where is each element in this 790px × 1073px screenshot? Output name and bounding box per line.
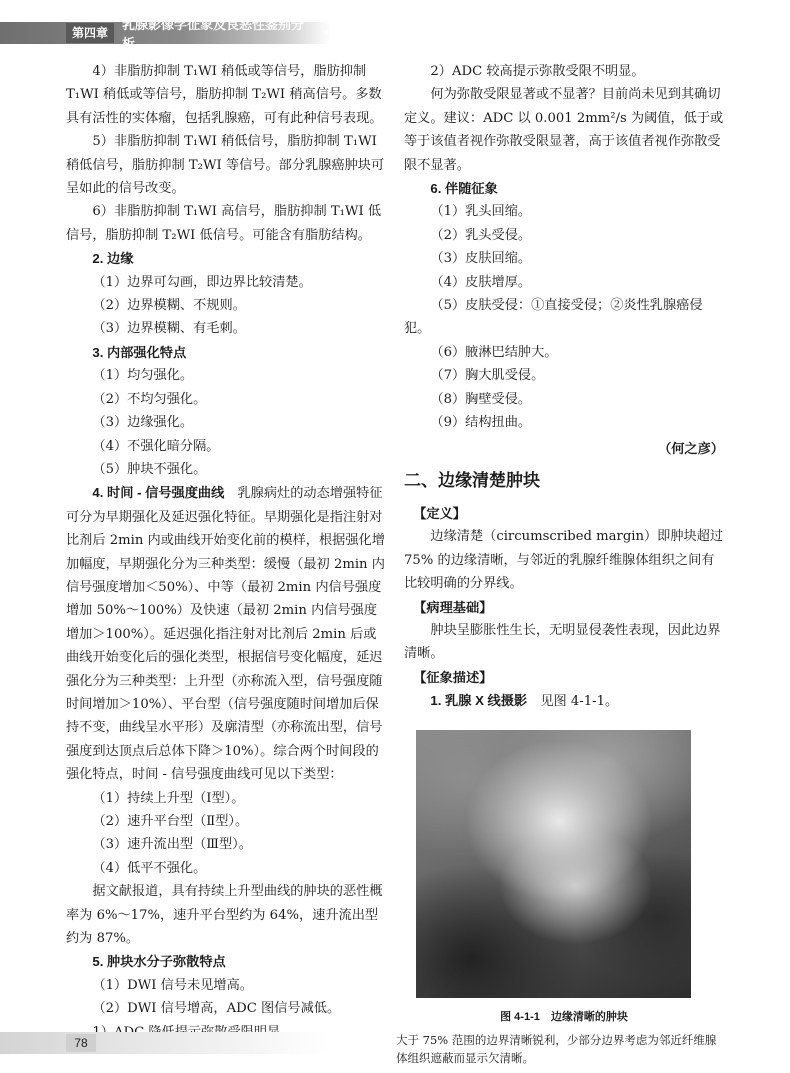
subheading-enhancement: 3. 内部强化特点 — [92, 344, 187, 360]
list-item: （4）低平不强化。 — [92, 860, 207, 876]
definition-text: 边缘清楚（circumscribed margin）即肿块超过 75% 的边缘清晰，与邻近的乳腺纤维腺体组织之间有比较明确的分界线。 — [404, 529, 724, 592]
page-number: 78 — [66, 1034, 96, 1052]
chapter-title: 乳腺影像学征象及良恶性鉴别分析 — [122, 17, 305, 51]
paragraph: 据文献报道，具有持续上升型曲线的肿块的恶性概率为 6%～17%，速升平台型约为 64%，速升流出型约为 87%。 — [66, 884, 383, 947]
list-item: （7）胸大肌受侵。 — [430, 368, 545, 384]
list-item: （1）持续上升型（Ⅰ型）。 — [92, 790, 245, 806]
chapter-header — [0, 17, 330, 51]
list-item: （9）结构扭曲。 — [430, 415, 532, 431]
subheading-accompanying: 6. 伴随征象 — [430, 181, 498, 197]
list-item: （4）不强化暗分隔。 — [92, 438, 220, 454]
mammography-ref: 见图 4-1-1。 — [540, 694, 619, 710]
figure-note: 大于 75% 范围的边界清晰锐利，少部分边界考虑为邻近纤维腺体组织遮蔽而显示欠清晰。 — [396, 1032, 717, 1065]
list-item: （5）皮肤受侵：①直接受侵；②炎性乳腺癌侵犯。 — [404, 298, 703, 337]
list-item: （2）边界模糊、不规则。 — [92, 298, 246, 314]
list-item: （2）速升平台型（Ⅱ型）。 — [92, 814, 249, 829]
section-heading: 二、边缘清楚肿块 — [404, 470, 540, 490]
list-item: （2）乳头受侵。 — [430, 227, 532, 243]
paragraph: 5）非脂肪抑制 T₁WI 稍低信号，脂肪抑制 T₁WI 稍低信号，脂肪抑制 T₂WI 等信号。部分乳腺癌肿块可呈如此的信号改变。 — [66, 134, 385, 197]
list-item: 2）ADC 较高提示弥散受限不明显。 — [430, 64, 645, 79]
list-item: （3）边界模糊、有毛刺。 — [92, 321, 246, 337]
paragraph: 何为弥散受限显著或不显著？目前尚未见到其确切定义。建议：ADC 以 0.001 2mm²/s 为阈值，低于或等于该值者视作弥散受限显著，高于该值者视作弥散受限不显著。 — [404, 87, 724, 173]
author-credit: （何之彦） — [658, 440, 724, 456]
list-item: （8）胸壁受侵。 — [430, 391, 532, 407]
list-item: （1）均匀强化。 — [92, 368, 194, 384]
list-item: （1）乳头回缩。 — [430, 204, 532, 220]
paragraph: 6）非脂肪抑制 T₁WI 高信号，脂肪抑制 T₁WI 低信号，脂肪抑制 T₂WI 低信号。可能含有脂肪结构。 — [66, 204, 382, 243]
left-column — [66, 60, 386, 1044]
list-item: （1）DWI 信号未见增高。 — [92, 977, 253, 993]
description-heading: 【征象描述】 — [413, 669, 493, 685]
tic-text: 乳腺病灶的动态增强特征可分为早期强化及延迟强化特征。早期强化是指注射对比剂后 2min 内或曲线开始变化前的模样，根据强化增加幅度，早期强化分为三种类型：缓慢（最初 2min 内信号强度增加＜50%）、中等（最初 2min 内信号强度增加 50%～100%）及快速（最初 2min 内信号强度增加＞100%）。延迟强化指注射对比剂后 2min 后或曲线开始变化后的强化类型，根据信号变化幅度，延迟强化分为三种类型：上升型（亦称流入型，信号强度随时间增加＞10%）、平台型（信号强度随时间增加后保持不变，曲线呈水平形）及廓清型（亦称流出型，信号强度到达顶点后总体下降＞10%）。综合两个时间段的强化特点，时间 - 信号强度曲线可见以下类型： — [66, 486, 385, 783]
list-item: （3）速升流出型（Ⅲ型）。 — [92, 837, 252, 853]
pathology-text: 肿块呈膨胀性生长，无明显侵袭性表现，因此边界清晰。 — [404, 622, 721, 662]
definition-heading: 【定义】 — [413, 505, 466, 521]
footer-bar — [0, 1032, 330, 1054]
mammography-line — [404, 689, 724, 713]
subheading-margin: 2. 边缘 — [92, 251, 134, 267]
list-item: （3）皮肤回缩。 — [430, 251, 532, 267]
subheading-mammography: 1. 乳腺 X 线摄影 — [430, 693, 528, 709]
list-item: （2）DWI 信号增高，ADC 图信号减低。 — [92, 1001, 341, 1017]
list-item: （1）边界可勾画，即边界比较清楚。 — [92, 274, 312, 290]
list-item: （4）皮肤增厚。 — [430, 274, 532, 290]
list-item: （3）边缘强化。 — [92, 415, 194, 431]
pathology-heading: 【病理基础】 — [413, 599, 493, 615]
right-column — [396, 60, 724, 1067]
paragraph-tic — [66, 481, 386, 786]
mammogram-image — [416, 730, 691, 998]
chapter-tag: 第四章 — [66, 23, 114, 43]
list-item: （2）不均匀强化。 — [92, 391, 207, 407]
figure-caption: 图 4-1-1 边缘清晰的肿块 — [500, 1010, 628, 1023]
subheading-tic: 4. 时间 - 信号强度曲线 — [92, 485, 225, 501]
subheading-dwi: 5. 肿块水分子弥散特点 — [92, 954, 226, 970]
header-dot: • — [322, 26, 330, 40]
list-item: （6）腋淋巴结肿大。 — [430, 344, 558, 360]
list-item: （5）肿块不强化。 — [92, 461, 207, 477]
paragraph: 4）非脂肪抑制 T₁WI 稍低或等信号，脂肪抑制 T₁WI 稍低或等信号，脂肪抑制 T₂WI 稍高信号。多数具有活性的实体瘤，包括乳腺癌，可有此种信号表现。 — [66, 64, 383, 126]
